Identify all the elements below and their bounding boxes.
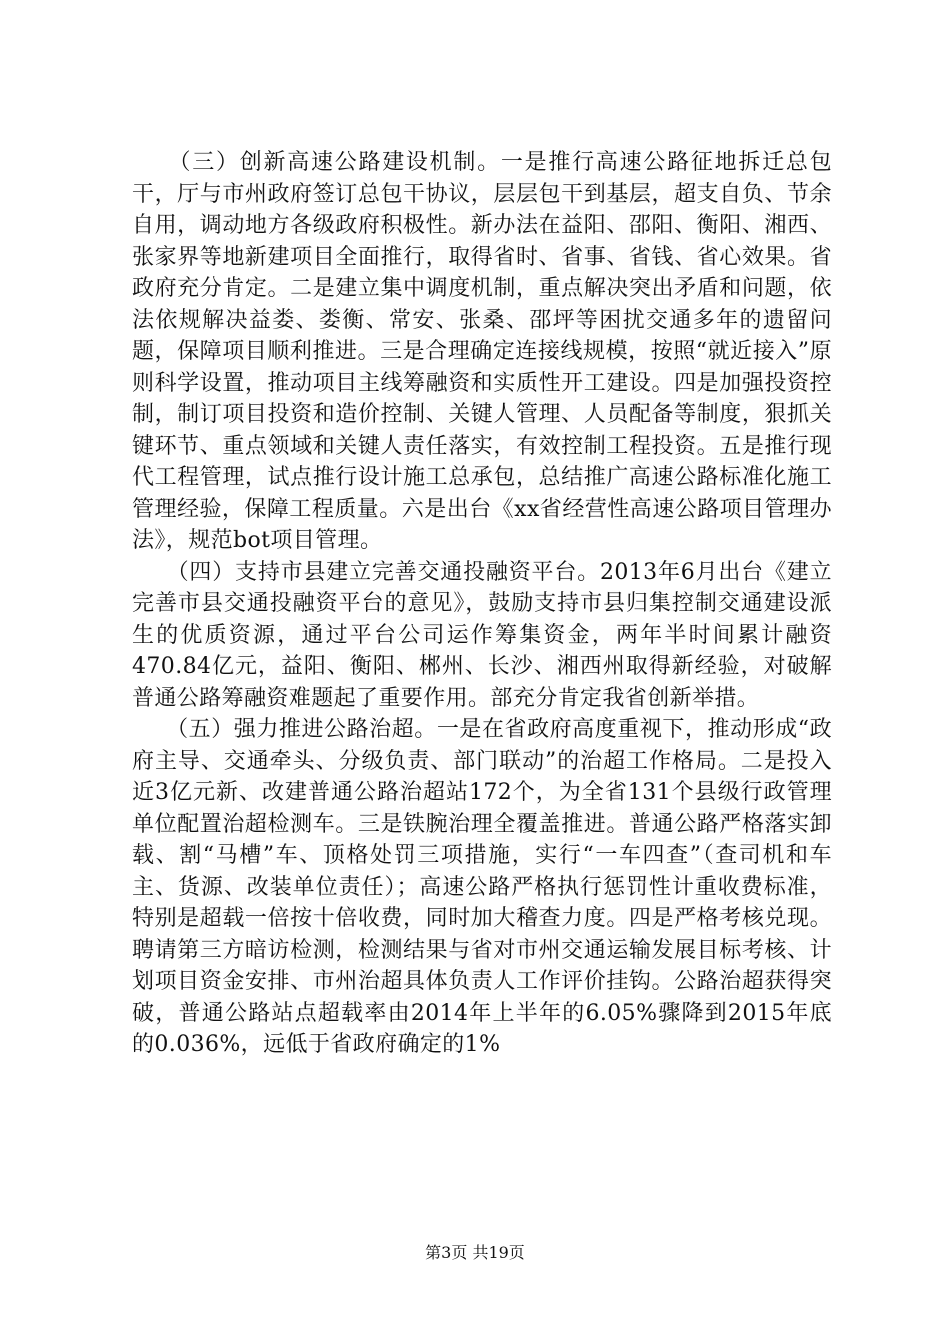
paragraph-section-4: （四）支持市县建立完善交通投融资平台。2013年6月出台《建立完善市县交通投融资平台的意见》，鼓励支持市县归集控制交通建设派生的优质资源，通过平台公司运作筹集资金，两年半时间累计融资470.84亿元，益阳、衡阳、郴州、长沙、湘西州取得新经验，对破解普通公路筹融资难题起了重要作用。部充分肯定我省创新举措。 [132, 559, 832, 711]
paragraph-section-5: （五）强力推进公路治超。一是在省政府高度重视下，推动形成“政府主导、交通牵头、分级负责、部门联动”的治超工作格局。二是投入近3亿元新、改建普通公路治超站172个，为全省131个县级行政管理单位配置治超检测车。三是铁腕治理全覆盖推进。普通公路严格落实卸载、割“马槽”车、顶格处罚三项措施，实行“一车四查”（查司机和车主、货源、改装单位责任）；高速公路严格执行惩罚性计重收费标准，特别是超载一倍按十倍收费，同时加大稽查力度。四是严格考核兑现。聘请第三方暗访检测，检测结果与省对市州交通运输发展目标考核、计划项目资金安排、市州治超具体负责人工作评价挂钩。公路治超获得突破，普通公路站点超载率由2014年上半年的6.05%骤降到2015年底的0.036%，远低于省政府确定的1% [132, 717, 832, 1057]
document-body [132, 147, 832, 1061]
page-number-footer: 第3页 共19页 [425, 1243, 525, 1262]
paragraph-section-3: （三）创新高速公路建设机制。一是推行高速公路征地拆迁总包干，厅与市州政府签订总包干协议，层层包干到基层，超支自负、节余自用，调动地方各级政府积极性。新办法在益阳、邵阳、衡阳、湘西、张家界等地新建项目全面推行，取得省时、省事、省钱、省心效果。省政府充分肯定。二是建立集中调度机制，重点解决突出矛盾和问题，依法依规解决益娄、娄衡、常安、张桑、邵坪等困扰交通多年的遗留问题，保障项目顺利推进。三是合理确定连接线规模，按照“就近接入”原则科学设置，推动项目主线筹融资和实质性开工建设。四是加强投资控制，制订项目投资和造价控制、关键人管理、人员配备等制度，狠抓关键环节、重点领域和关键人责任落实，有效控制工程投资。五是推行现代工程管理，试点推行设计施工总承包，总结推广高速公路标准化施工管理经验，保障工程质量。六是出台《xx省经营性高速公路项目管理办法》，规范bot项目管理。 [132, 150, 832, 553]
